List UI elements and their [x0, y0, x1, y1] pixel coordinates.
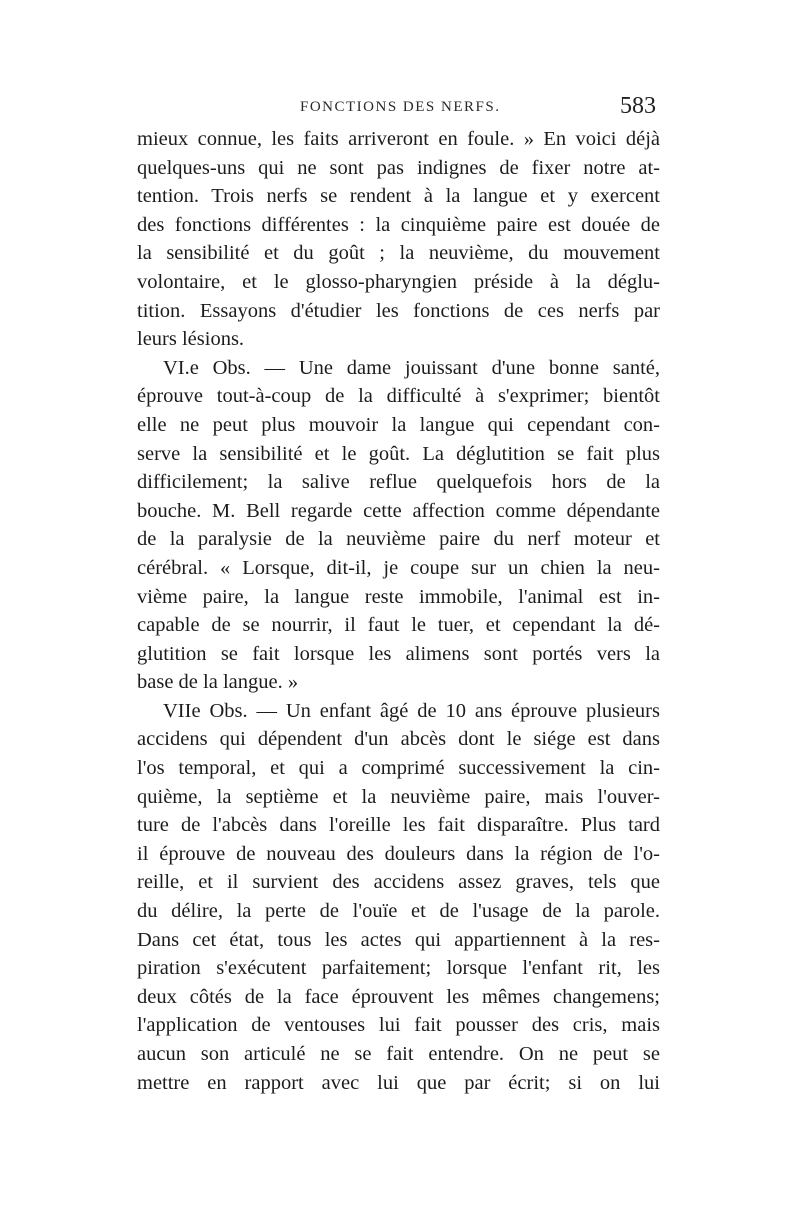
text-line: aucun son articulé ne se fait entendre. On ne peut se — [137, 1043, 660, 1065]
observation-heading-line: VIIe Obs. — Un enfant âgé de 10 ans éprouve plusieurs — [163, 699, 660, 722]
observation-heading-line: VI.e Obs. — Une dame jouissant d'une bonne santé, — [163, 356, 660, 379]
text-line: bouche. M. Bell regarde cette affection comme dépendante — [137, 499, 660, 522]
text-line: difficilement; la salive reflue quelquefois hors de la — [137, 471, 660, 494]
text-line: capable de se nourrir, il faut le tuer, et cependant la dé- — [137, 614, 660, 637]
text-line: accidens qui dépendent d'un abcès dont le siége est dans — [137, 728, 660, 751]
text-line: deux côtés de la face éprouvent les mêmes changemens; — [137, 985, 660, 1008]
text-line: volontaire, et le glosso-pharyngien préside à la déglu- — [137, 270, 660, 293]
text-line: base de la langue. » — [137, 671, 299, 694]
text-line: des fonctions différentes : la cinquième paire est douée de — [137, 213, 660, 236]
running-title: FONCTIONS DES NERFS. — [300, 99, 501, 115]
text-line: la sensibilité et du goût ; la neuvième, du mouvement — [137, 242, 660, 265]
text-line: piration s'exécutent parfaitement; lorsque l'enfant rit, les — [137, 957, 660, 980]
text-line: l'application de ventouses lui fait pousser des cris, mais — [137, 1014, 660, 1037]
text-line: glutition se fait lorsque les alimens sont portés vers la — [137, 642, 660, 665]
text-line: elle ne peut plus mouvoir la langue qui cependant con- — [137, 413, 660, 436]
text-line: reille, et il survient des accidens assez graves, tels que — [137, 871, 660, 894]
text-line: tention. Trois nerfs se rendent à la langue et y exercent — [137, 185, 660, 208]
text-line: cérébral. « Lorsque, dit-il, je coupe sur un chien la neu- — [137, 556, 660, 579]
text-line: Dans cet état, tous les actes qui appartiennent à la res- — [137, 928, 660, 951]
text-line: leurs lésions. — [137, 328, 245, 351]
text-line: serve la sensibilité et le goût. La déglutition se fait plus — [137, 442, 660, 465]
page-number: 583 — [620, 93, 656, 119]
text-line: il éprouve de nouveau des douleurs dans la région de l'o- — [137, 842, 660, 865]
text-line: mettre en rapport avec lui que par écrit; si on lui — [137, 1071, 660, 1094]
text-line: ture de l'abcès dans l'oreille les fait disparaître. Plus tard — [137, 814, 660, 837]
body-text — [137, 125, 660, 1097]
page-header — [144, 93, 660, 123]
text-line: vième paire, la langue reste immobile, l'animal est in- — [137, 585, 660, 608]
text-line: quelques-uns qui ne sont pas indignes de fixer notre at- — [137, 156, 660, 179]
text-line: de la paralysie de la neuvième paire du nerf moteur et — [137, 528, 660, 551]
text-line: éprouve tout-à-coup de la difficulté à s'exprimer; bientôt — [137, 385, 660, 408]
text-line: l'os temporal, et qui a comprimé successivement la cin- — [137, 757, 660, 780]
text-line: tition. Essayons d'étudier les fonctions de ces nerfs par — [137, 299, 660, 322]
text-line: du délire, la perte de l'ouïe et de l'usage de la parole. — [137, 900, 660, 923]
text-line: mieux connue, les faits arriveront en foule. » En voici déjà — [137, 128, 660, 150]
text-line: quième, la septième et la neuvième paire, mais l'ouver- — [137, 785, 660, 808]
